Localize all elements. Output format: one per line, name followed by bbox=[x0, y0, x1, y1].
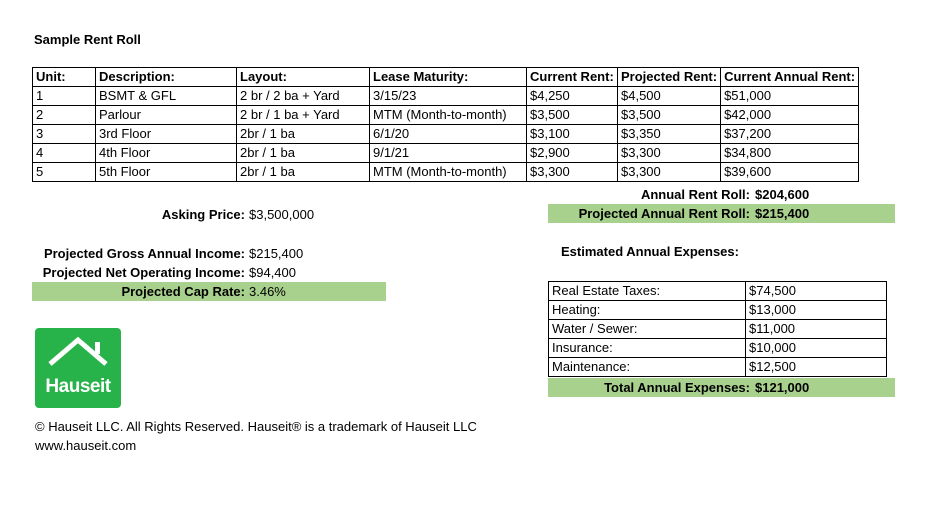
table-cell: $3,300 bbox=[618, 144, 721, 163]
table-cell: 3rd Floor bbox=[96, 125, 237, 144]
column-header: Unit: bbox=[33, 68, 96, 87]
noi-row bbox=[32, 263, 386, 282]
table-cell: $51,000 bbox=[721, 87, 859, 106]
table-row bbox=[33, 87, 859, 106]
expenses-table bbox=[548, 281, 887, 377]
table-cell: 3 bbox=[33, 125, 96, 144]
hauseit-logo bbox=[35, 328, 121, 408]
expense-label: Insurance: bbox=[549, 339, 746, 358]
table-cell: MTM (Month-to-month) bbox=[370, 163, 527, 182]
projected-annual-rent-roll-row bbox=[548, 204, 895, 223]
column-header: Description: bbox=[96, 68, 237, 87]
expense-row bbox=[549, 358, 887, 377]
table-cell: $34,800 bbox=[721, 144, 859, 163]
expense-value: $12,500 bbox=[746, 358, 887, 377]
annual-rent-roll-row bbox=[548, 185, 895, 204]
page-title: Sample Rent Roll bbox=[34, 32, 141, 47]
total-expenses-value: $121,000 bbox=[755, 380, 810, 395]
table-cell: 2 br / 1 ba + Yard bbox=[237, 106, 370, 125]
expense-row bbox=[549, 301, 887, 320]
cap-rate-value: 3.46% bbox=[249, 284, 286, 299]
table-cell: $2,900 bbox=[527, 144, 618, 163]
table-cell: 3/15/23 bbox=[370, 87, 527, 106]
asking-price-value: $3,500,000 bbox=[249, 207, 315, 222]
table-cell: 5 bbox=[33, 163, 96, 182]
column-header: Current Rent: bbox=[527, 68, 618, 87]
table-cell: $42,000 bbox=[721, 106, 859, 125]
expenses-title: Estimated Annual Expenses: bbox=[561, 244, 739, 259]
website-text: www.hauseit.com bbox=[35, 438, 137, 453]
copyright-text: © Hauseit LLC. All Rights Reserved. Hauseit® is a trademark of Hauseit LLC bbox=[35, 419, 477, 434]
table-cell: $4,250 bbox=[527, 87, 618, 106]
table-row bbox=[33, 144, 859, 163]
expense-value: $74,500 bbox=[746, 282, 887, 301]
table-cell: 5th Floor bbox=[96, 163, 237, 182]
table-cell: $3,300 bbox=[527, 163, 618, 182]
noi-label: Projected Net Operating Income: bbox=[42, 265, 245, 280]
rent-roll-table bbox=[32, 67, 859, 182]
expense-label: Real Estate Taxes: bbox=[549, 282, 746, 301]
table-cell: 4 bbox=[33, 144, 96, 163]
table-cell: $3,500 bbox=[527, 106, 618, 125]
cap-rate-label: Projected Cap Rate: bbox=[121, 284, 245, 299]
gross-income-row bbox=[32, 244, 386, 263]
projected-annual-rent-roll-value: $215,400 bbox=[755, 206, 810, 221]
table-cell: 2 bbox=[33, 106, 96, 125]
noi-value: $94,400 bbox=[249, 265, 296, 280]
table-cell: MTM (Month-to-month) bbox=[370, 106, 527, 125]
expense-value: $13,000 bbox=[746, 301, 887, 320]
expense-value: $11,000 bbox=[746, 320, 887, 339]
column-header: Projected Rent: bbox=[618, 68, 721, 87]
column-header: Lease Maturity: bbox=[370, 68, 527, 87]
table-cell: $3,100 bbox=[527, 125, 618, 144]
expense-value: $10,000 bbox=[746, 339, 887, 358]
expense-label: Maintenance: bbox=[549, 358, 746, 377]
table-cell: $3,300 bbox=[618, 163, 721, 182]
column-header: Current Annual Rent: bbox=[721, 68, 859, 87]
table-cell: $4,500 bbox=[618, 87, 721, 106]
gross-income-label: Projected Gross Annual Income: bbox=[43, 246, 245, 261]
cap-rate-row bbox=[32, 282, 386, 301]
asking-price-label: Asking Price: bbox=[161, 207, 245, 222]
table-cell: 9/1/21 bbox=[370, 144, 527, 163]
expense-row bbox=[549, 282, 887, 301]
table-cell: Parlour bbox=[96, 106, 237, 125]
expense-row bbox=[549, 339, 887, 358]
table-cell: $37,200 bbox=[721, 125, 859, 144]
table-cell: $3,350 bbox=[618, 125, 721, 144]
table-cell: BSMT & GFL bbox=[96, 87, 237, 106]
expense-row bbox=[549, 320, 887, 339]
annual-rent-roll-value: $204,600 bbox=[755, 187, 810, 202]
table-cell: 2br / 1 ba bbox=[237, 163, 370, 182]
gross-income-value: $215,400 bbox=[249, 246, 304, 261]
table-cell: 6/1/20 bbox=[370, 125, 527, 144]
asking-price-row bbox=[32, 205, 386, 224]
logo-text: Hauseit bbox=[45, 376, 111, 397]
table-header-row bbox=[33, 68, 859, 87]
table-cell: $39,600 bbox=[721, 163, 859, 182]
table-row bbox=[33, 106, 859, 125]
table-cell: 2br / 1 ba bbox=[237, 144, 370, 163]
total-expenses-row bbox=[548, 378, 895, 397]
column-header: Layout: bbox=[237, 68, 370, 87]
annual-rent-roll-label: Annual Rent Roll: bbox=[640, 187, 750, 202]
table-cell: 2br / 1 ba bbox=[237, 125, 370, 144]
table-row bbox=[33, 125, 859, 144]
projected-annual-rent-roll-label: Projected Annual Rent Roll: bbox=[578, 206, 750, 221]
table-cell: 2 br / 2 ba + Yard bbox=[237, 87, 370, 106]
table-cell: 4th Floor bbox=[96, 144, 237, 163]
table-row bbox=[33, 163, 859, 182]
table-cell: 1 bbox=[33, 87, 96, 106]
expense-label: Heating: bbox=[549, 301, 746, 320]
total-expenses-label: Total Annual Expenses: bbox=[604, 380, 750, 395]
expense-label: Water / Sewer: bbox=[549, 320, 746, 339]
table-cell: $3,500 bbox=[618, 106, 721, 125]
